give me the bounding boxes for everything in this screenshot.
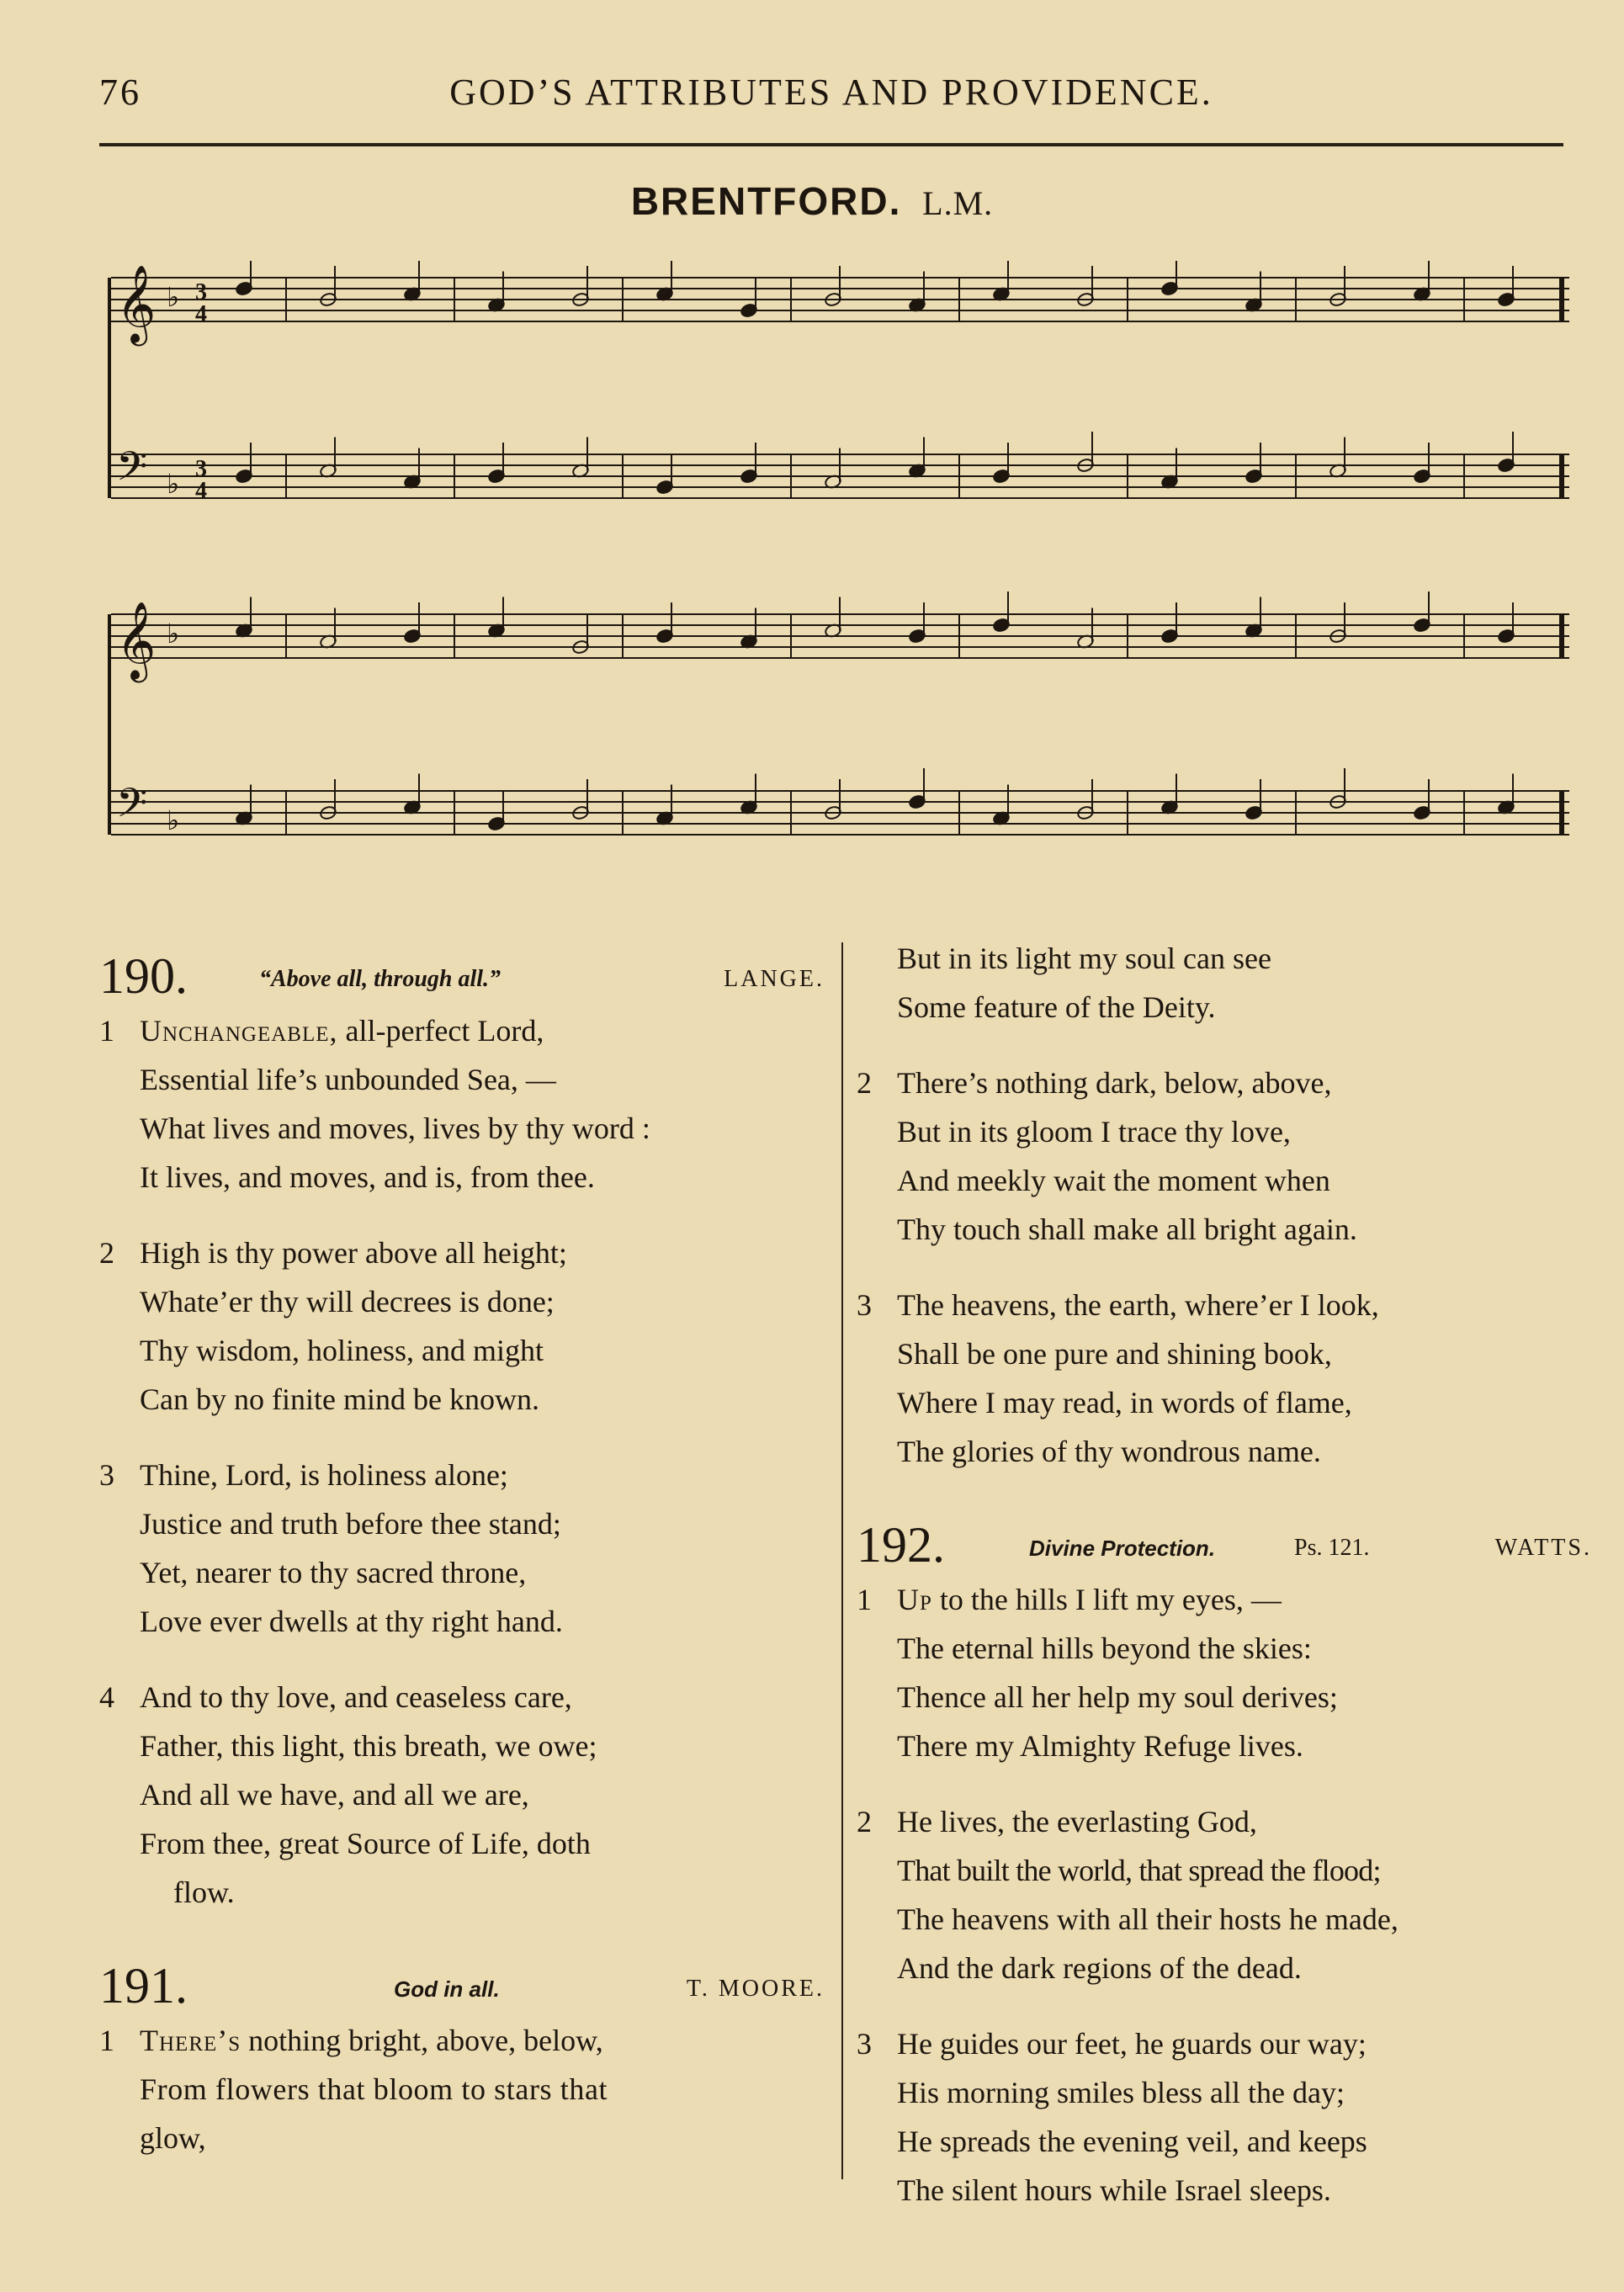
bass-clef-icon: 𝄢 [116,443,148,500]
verse-line: He lives, the everlasting God, [897,1805,1257,1838]
flat-sign-icon: ♭ [167,618,180,650]
running-head [99,71,1563,121]
hymn-191-author: T. MOORE. [686,1976,825,2002]
verse-line: Thine, Lord, is holiness alone; [140,1458,508,1492]
verse-line: He guides our feet, he guards our way; [897,2027,1367,2061]
verse-line-text: nothing bright, above, below, [248,2024,603,2057]
verse-line: Thence all her help my soul derives; [897,1680,1338,1714]
hymn-192-header [857,1503,1595,1575]
verse-line: flow. [173,1876,235,1909]
verse-line: His morning smiles bless all the day; [897,2076,1345,2109]
verse-line: Father, this light, this breath, we owe; [140,1729,597,1763]
hymn-192-number: 192. [857,1517,945,1573]
tune-name: BRENTFORD. [630,179,902,223]
time-signature-top: 3 [195,279,207,305]
verse-line: What lives and moves, lives by thy word : [140,1112,650,1145]
music-score [101,261,1582,900]
verse-line: The silent hours while Israel sleeps. [897,2173,1331,2207]
stanza-number: 4 [99,1680,114,1714]
page-number: 76 [99,72,141,113]
hymn-191-stanza-2 [857,1058,1595,1254]
time-signature-top: 3 [195,456,207,482]
verse-line: Some feature of the Deity. [897,990,1216,1024]
tune-title [0,178,1624,224]
verse-line: Justice and truth before thee stand; [140,1507,561,1541]
verse-line [99,2016,828,2065]
hymn-190-stanza-3 [99,1451,828,1646]
stanza-number: 1 [99,2024,114,2057]
time-signature-bottom: 4 [195,478,207,504]
stanza-number: 3 [857,1288,872,1322]
verse-line-text: all-perfect Lord, [345,1014,544,1048]
verse-line: And to thy love, and ceaseless care, [140,1680,572,1714]
hymn-192-psalm: Ps. 121. [1294,1535,1370,1561]
verse-line: High is thy power above all height; [140,1236,567,1270]
hymn-192-stanza-2 [857,1797,1595,1992]
verse-lead-word: Up [897,1583,932,1616]
verse-line: And meekly wait the moment when [897,1164,1330,1197]
hymn-191-header [99,1944,828,2016]
verse-line: Essential life’s unbounded Sea, — [140,1063,556,1096]
header-rule [99,143,1563,146]
verse-line: The eternal hills beyond the skies: [897,1631,1312,1665]
hymn-192-subtitle: Divine Protection. [1029,1536,1216,1561]
hymn-190-stanza-1 [99,1006,828,1202]
hymn-192-author: WATTS. [1494,1535,1592,1561]
verse-lead-word: Unchangeable, [140,1014,338,1048]
verse-line: Yet, nearer to thy sacred throne, [140,1556,527,1589]
verse-line: And all we have, and all we are, [140,1778,529,1812]
verse-line: There my Almighty Refuge lives. [897,1729,1303,1763]
hymn-190-stanza-2 [99,1228,828,1424]
verse-line: That built the world, that spread the flood; [897,1854,1381,1887]
stanza-number: 3 [99,1458,114,1492]
verse-line [99,1006,828,1055]
hymn-191-subtitle: God in all. [394,1976,500,2002]
verse-lead-word: There’s [140,2024,241,2057]
stanza-number: 2 [99,1236,114,1270]
stanza-number: 1 [99,1014,114,1048]
verse-line-text: to the hills I lift my eyes, — [939,1583,1282,1616]
stanza-number: 3 [857,2027,872,2061]
hymn-190-header [99,934,828,1006]
treble-clef-icon: 𝄞 [116,601,157,679]
hymn-190-subtitle: “Above all, through all.” [259,966,502,992]
verse-line: Thy wisdom, holiness, and might [140,1334,544,1367]
stanza-number: 2 [857,1066,872,1100]
verse-line: Thy touch shall make all bright again. [897,1212,1357,1246]
verse-line: Can by no finite mind be known. [140,1382,539,1416]
verse-line: He spreads the evening veil, and keeps [897,2125,1367,2158]
right-column [857,934,1595,2242]
verse-line: There’s nothing dark, below, above, [897,1066,1332,1100]
hymn-191-continuation [857,934,1595,1032]
hymn-191-stanza-3 [857,1281,1595,1476]
verse-line: But in its gloom I trace thy love, [897,1115,1291,1149]
stanza-number: 2 [857,1805,872,1838]
running-head-title: GOD’S ATTRIBUTES AND PROVIDENCE. [449,72,1213,113]
treble-clef-icon: 𝄞 [116,264,157,342]
verse-line: The heavens with all their hosts he made, [897,1902,1398,1936]
hymn-192-stanza-3 [857,2019,1595,2215]
column-divider [841,942,843,2179]
verse-line: Whate’er thy will decrees is done; [140,1285,555,1318]
verse-line: From flowers that bloom to stars that [140,2072,608,2106]
verse-line [857,1575,1595,1624]
verse-line: The glories of thy wondrous name. [897,1435,1321,1468]
stanza-number: 1 [857,1583,872,1616]
verse-line: And the dark regions of the dead. [897,1951,1302,1985]
hymn-191-stanza-1 [99,2016,828,2162]
time-signature-bottom: 4 [195,301,207,327]
verse-line: Where I may read, in words of flame, [897,1386,1352,1419]
verse-line: It lives, and moves, and is, from thee. [140,1160,595,1194]
score-systems [109,261,1569,836]
hymn-190-stanza-4 [99,1673,828,1917]
verse-line: The heavens, the earth, where’er I look, [897,1288,1379,1322]
verse-line: From thee, great Source of Life, doth [140,1827,591,1860]
hymn-192-stanza-1 [857,1575,1595,1770]
hymn-191-number: 191. [99,1958,188,2013]
verse-line: Love ever dwells at thy right hand. [140,1605,563,1638]
verse-line: glow, [140,2121,206,2155]
tune-meter: L.M. [922,184,994,222]
hymn-190-author: LANGE. [724,966,825,992]
verse-line: Shall be one pure and shining book, [897,1337,1332,1371]
verse-line: But in its light my soul can see [897,942,1271,975]
left-column [99,934,828,2189]
bass-clef-icon: 𝄢 [116,779,148,836]
flat-sign-icon: ♭ [167,468,180,500]
flat-sign-icon: ♭ [167,281,180,313]
hymn-190-number: 190. [99,948,188,1004]
flat-sign-icon: ♭ [167,804,180,836]
